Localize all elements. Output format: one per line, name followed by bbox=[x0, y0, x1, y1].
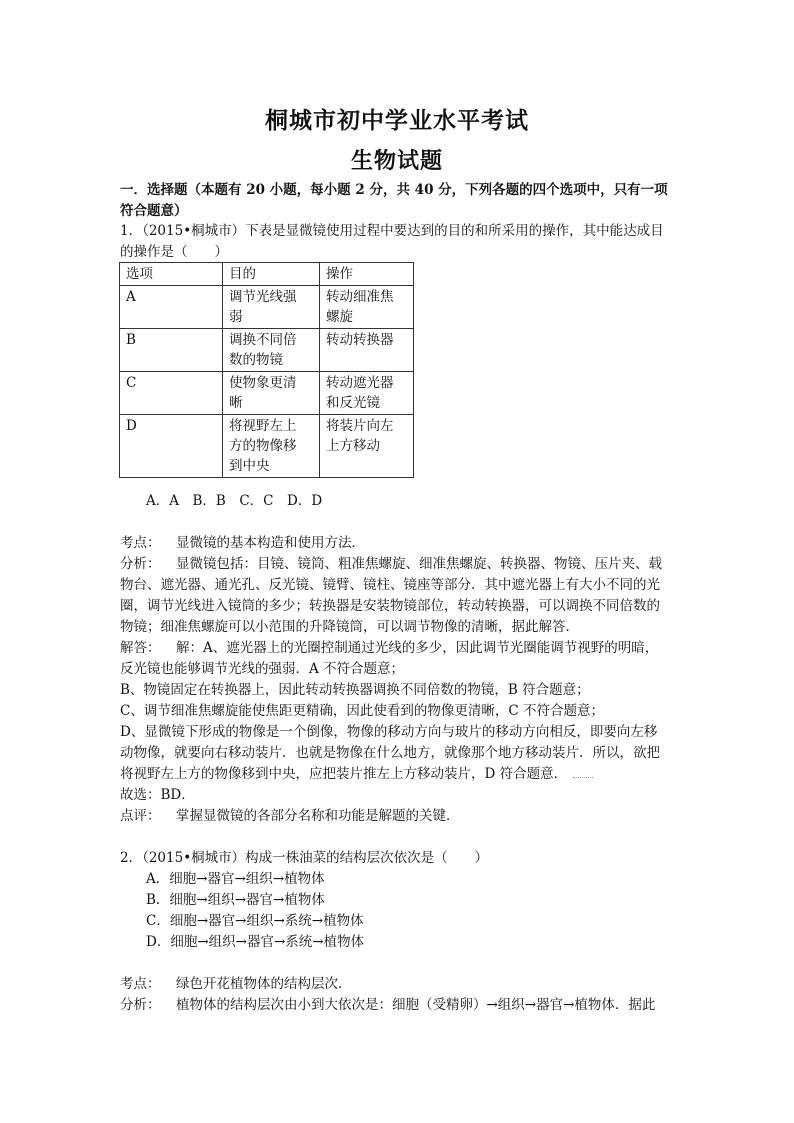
table-row bbox=[120, 372, 414, 415]
q2-option-d: D．细胞→组织→器官→系统→植物体 bbox=[146, 934, 365, 950]
table-header-row bbox=[120, 263, 414, 286]
q1-fenxi-line3: 圈，调节光线进入镜筒的多少；转换器是安装物镜部位，转动转换器，可以调换不同倍数的 bbox=[120, 598, 660, 614]
q1-jieda-line1: 解答： 解：A、遮光器上的光圈控制通过光线的多少，因此调节光圈能调节视野的明暗， bbox=[120, 640, 659, 656]
row-a-option: A bbox=[120, 286, 223, 329]
table-row bbox=[120, 415, 414, 478]
table-row bbox=[120, 286, 414, 329]
header-option: 选项 bbox=[120, 263, 223, 286]
q2-fenxi-line1: 分析： 植物体的结构层次由小到大依次是：细胞（受精卵）→组织→器官→植物体．据此 bbox=[120, 997, 656, 1013]
q1-stem-line2: 的操作是（ ） bbox=[120, 244, 228, 260]
q1-jieda-line7: 将视野左上方的物像移到中央，应把装片推左上方移动装片，D 符合题意． bbox=[120, 764, 593, 785]
row-c-option: C bbox=[120, 372, 223, 415]
q1-table bbox=[119, 262, 414, 478]
section-heading-line1: 一．选择题（本题有 20 小题，每小题 2 分，共 40 分，下列各题的四个选项中，只有一项 bbox=[120, 182, 668, 198]
row-d-operation: 将装片向左 上方移动 bbox=[320, 415, 414, 478]
q1-jieda-line5: D、显微镜下形成的物像是一个倒像，物像的移动方向与玻片的移动方向相反，即要向左移 bbox=[120, 724, 658, 740]
row-b-purpose: 调换不同倍 数的物镜 bbox=[223, 329, 320, 372]
q2-stem: 2．（2015•桐城市）构成一株油菜的结构层次依次是（ ） bbox=[120, 850, 489, 866]
q2-option-b: B．细胞→组织→器官→植物体 bbox=[146, 892, 325, 908]
q1-kaodian: 考点： 显微镜的基本构造和使用方法． bbox=[120, 535, 365, 551]
row-b-operation: 转动转换器 bbox=[320, 329, 414, 372]
row-d-option: D bbox=[120, 415, 223, 478]
row-c-operation: 转动遮光器 和反光镜 bbox=[320, 372, 414, 415]
section-heading-line2: 符合题意） bbox=[120, 203, 188, 219]
row-a-operation: 转动细准焦 螺旋 bbox=[320, 286, 414, 329]
q1-jieda-line6: 动物像，就要向右移动装片．也就是物像在什么地方，就像那个地方移动装片．所以，欲把 bbox=[120, 745, 660, 761]
q2-kaodian: 考点： 绿色开花植物体的结构层次． bbox=[120, 976, 352, 992]
q1-stem-line1: 1．（2015•桐城市）下表是显微镜使用过程中要达到的目的和所采用的操作，其中能达成目 bbox=[120, 223, 664, 239]
page-title: 桐城市初中学业水平考试 bbox=[265, 107, 529, 134]
q2-option-c: C．细胞→器官→组织→系统→植物体 bbox=[146, 913, 364, 929]
q1-answer: 故选：BD． bbox=[120, 787, 195, 803]
header-purpose: 目的 bbox=[223, 263, 320, 286]
q1-fenxi-line4: 物镜；细准焦螺旋可以小范围的升降镜筒，可以调节物像的清晰，据此解答． bbox=[120, 619, 579, 635]
q1-fenxi-line2: 物台、遮光器、通光孔、反光镜、镜臂、镜柱、镜座等部分．其中遮光器上有大小不同的光 bbox=[120, 577, 660, 593]
q1-fenxi-line1: 分析： 显微镜包括：目镜、镜筒、粗准焦螺旋、细准焦螺旋、转换器、物镜、压片夹、载 bbox=[120, 556, 662, 572]
table-row bbox=[120, 329, 414, 372]
q2-option-a: A．细胞→器官→组织→植物体 bbox=[146, 871, 325, 887]
row-c-purpose: 使物象更清 晰 bbox=[223, 372, 320, 415]
watermark-dots bbox=[573, 777, 593, 778]
header-operation: 操作 bbox=[320, 263, 414, 286]
q1-jieda-line4: C、调节细准焦螺旋能使焦距更精确，因此使看到的物像更清晰，C 不符合题意； bbox=[120, 703, 604, 719]
q1-jieda-line3: B、物镜固定在转换器上，因此转动转换器调换不同倍数的物镜，B 符合题意； bbox=[120, 682, 590, 698]
row-a-purpose: 调节光线强 弱 bbox=[223, 286, 320, 329]
q1-jieda-line2: 反光镜也能够调节光线的强弱．A 不符合题意； bbox=[120, 661, 405, 677]
row-d-purpose: 将视野左上 方的物像移 到中央 bbox=[223, 415, 320, 478]
row-b-option: B bbox=[120, 329, 223, 372]
q1-choices: A．A B．B C．C D．D bbox=[146, 493, 323, 509]
page-subtitle: 生物试题 bbox=[350, 148, 443, 174]
q1-dianping: 点评： 掌握显微镜的各部分名称和功能是解题的关键． bbox=[120, 808, 460, 824]
